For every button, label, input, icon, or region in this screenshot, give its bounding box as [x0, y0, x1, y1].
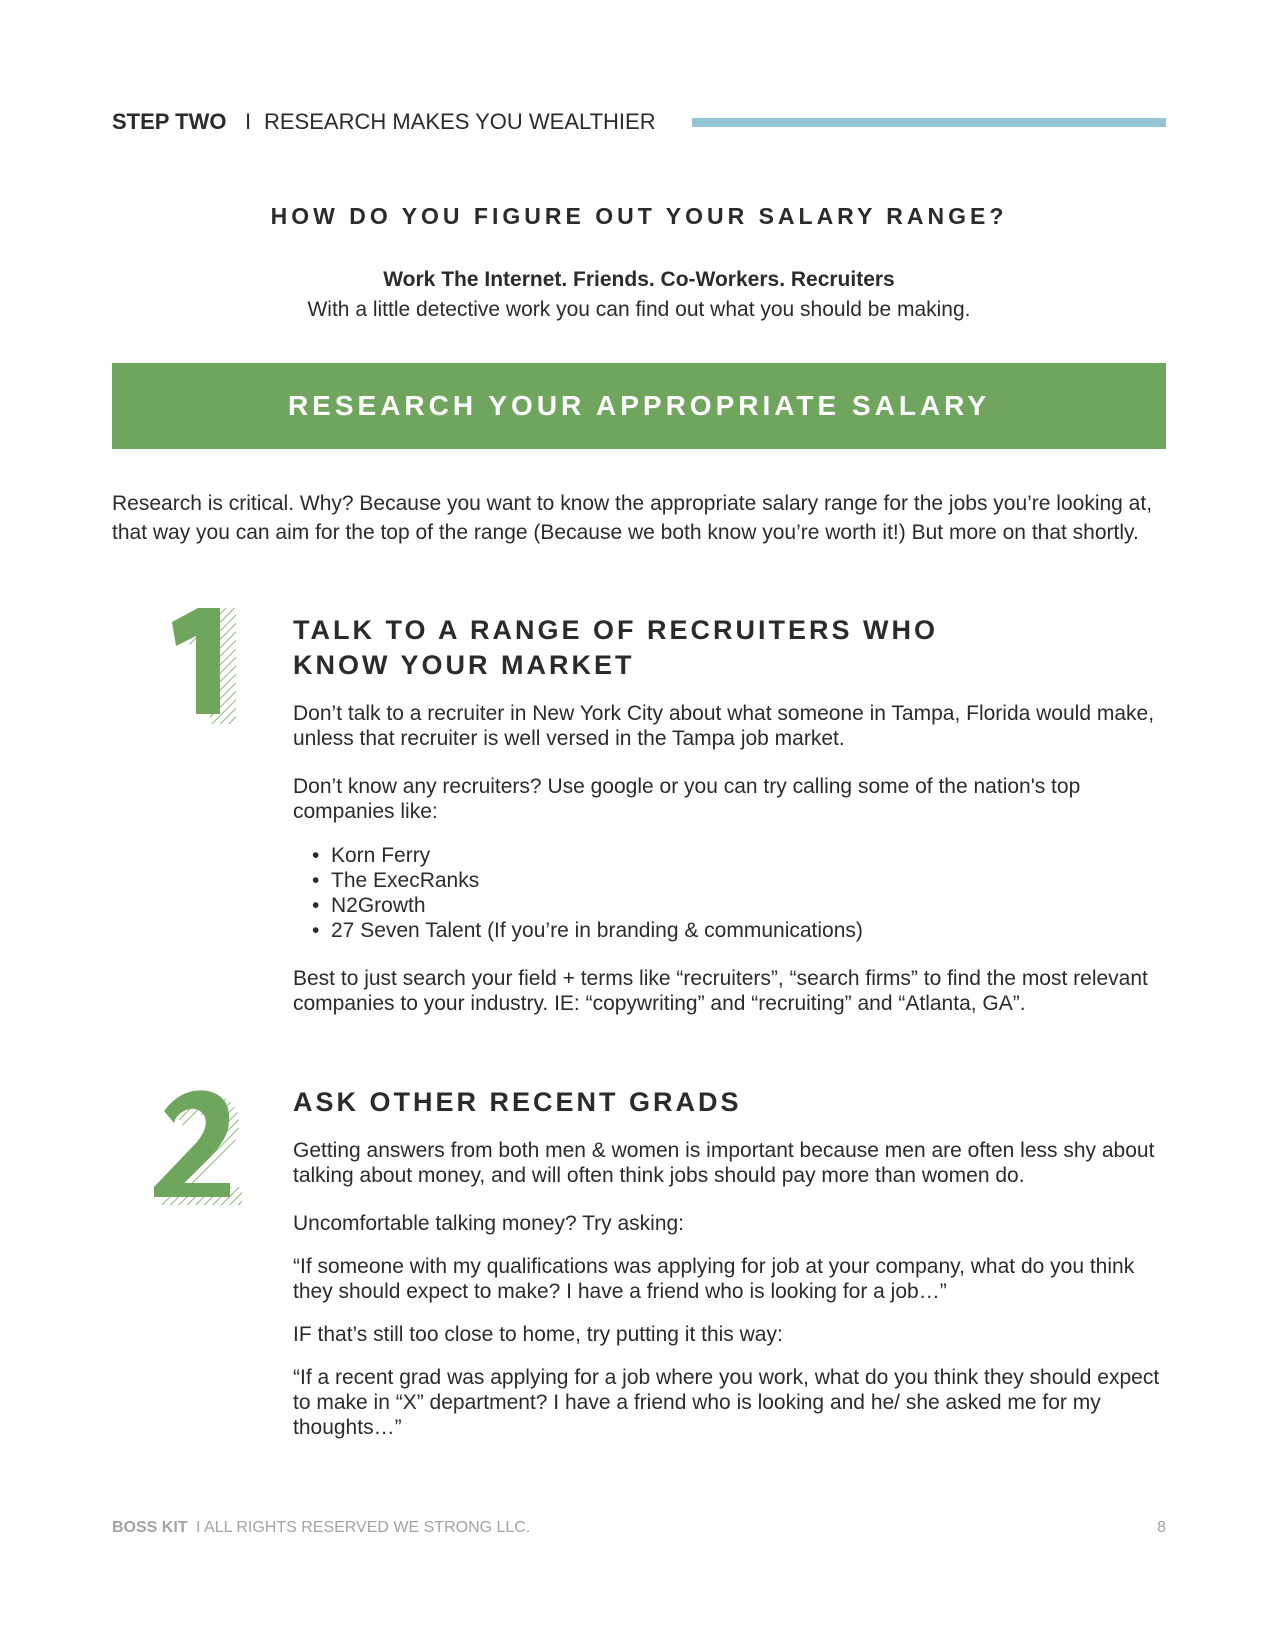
number-two-icon: [154, 1085, 246, 1207]
page-number: 8: [1157, 1519, 1166, 1536]
step-1-paragraph-1: Don’t talk to a recruiter in New York City about what someone in Tampa, Florida would make, unless that recruiter is well versed in the Tampa job market.: [293, 702, 1155, 750]
page-footer: [112, 1519, 1166, 1541]
header-title: RESEARCH MAKES YOU WEALTHIER: [264, 109, 656, 134]
list-item: • 27 Seven Talent (If you’re in branding & communications): [312, 918, 1166, 943]
step-1-paragraph-3: Best to just search your field + terms like “recruiters”, “search firms” to find the most relevant companies to your industry. IE: “copywriting” and “recruiting” and “Atlanta, GA”.: [293, 967, 1148, 1015]
step-number-1: 1: [168, 606, 169, 607]
footer-rights: I ALL RIGHTS RESERVED WE STRONG LLC.: [196, 1519, 531, 1536]
step-2-paragraph-4: IF that’s still too close to home, try putting it this way:: [293, 1323, 783, 1346]
step-1: [293, 613, 1166, 1016]
banner-title: RESEARCH YOUR APPROPRIATE SALARY: [287, 390, 991, 421]
section-question: HOW DO YOU FIGURE OUT YOUR SALARY RANGE?: [270, 203, 1008, 229]
header-separator: I: [245, 109, 252, 134]
step-2-heading: ASK OTHER RECENT GRADS: [293, 1087, 742, 1117]
list-item: • Korn Ferry: [312, 843, 1166, 868]
list-item: • The ExecRanks: [312, 868, 1166, 893]
page-header: [112, 109, 1166, 139]
number-one-icon: [168, 606, 240, 724]
step-2: [293, 1085, 1166, 1440]
step-2-paragraph-1: Getting answers from both men & women is important because men are often less shy about talking about money, and will often think jobs should pay more than women do.: [293, 1139, 1155, 1187]
step-1-heading-line1: TALK TO A RANGE OF RECRUITERS WHO: [293, 615, 938, 645]
header-step: STEP TWO: [112, 109, 227, 134]
step-2-paragraph-2: Uncomfortable talking money? Try asking:: [293, 1212, 685, 1235]
list-item: • N2Growth: [312, 893, 1166, 918]
footer-brand: BOSS KIT: [112, 1519, 188, 1536]
step-number-2: 2: [154, 1085, 155, 1086]
recruiter-list: [293, 843, 1166, 943]
step-1-paragraph-2: Don’t know any recruiters? Use google or you can try calling some of the nation's top companies like:: [293, 775, 1081, 823]
section-banner: [112, 363, 1166, 449]
sources-subline: With a little detective work you can find out what you should be making.: [307, 298, 971, 321]
step-2-paragraph-3: “If someone with my qualifications was applying for job at your company, what do you think they should expect to make? I have a friend who is looking for a job…”: [293, 1255, 1135, 1303]
header-rule: [692, 118, 1166, 127]
step-2-paragraph-5: “If a recent grad was applying for a job where you work, what do you think they should expect to make in “X” department? I have a friend who is looking and he/ she asked me for my thoughts…”: [293, 1366, 1160, 1439]
step-1-heading: [293, 613, 1166, 683]
step-1-heading-line2: KNOW YOUR MARKET: [293, 650, 635, 680]
sources-line: Work The Internet. Friends. Co-Workers. Recruiters: [383, 268, 895, 291]
intro-paragraph: Research is critical. Why? Because you want to know the appropriate salary range for the jobs you’re looking at, that way you can aim for the top of the range (Because we both know you’re worth it!) But more on that shortly.: [112, 492, 1153, 544]
